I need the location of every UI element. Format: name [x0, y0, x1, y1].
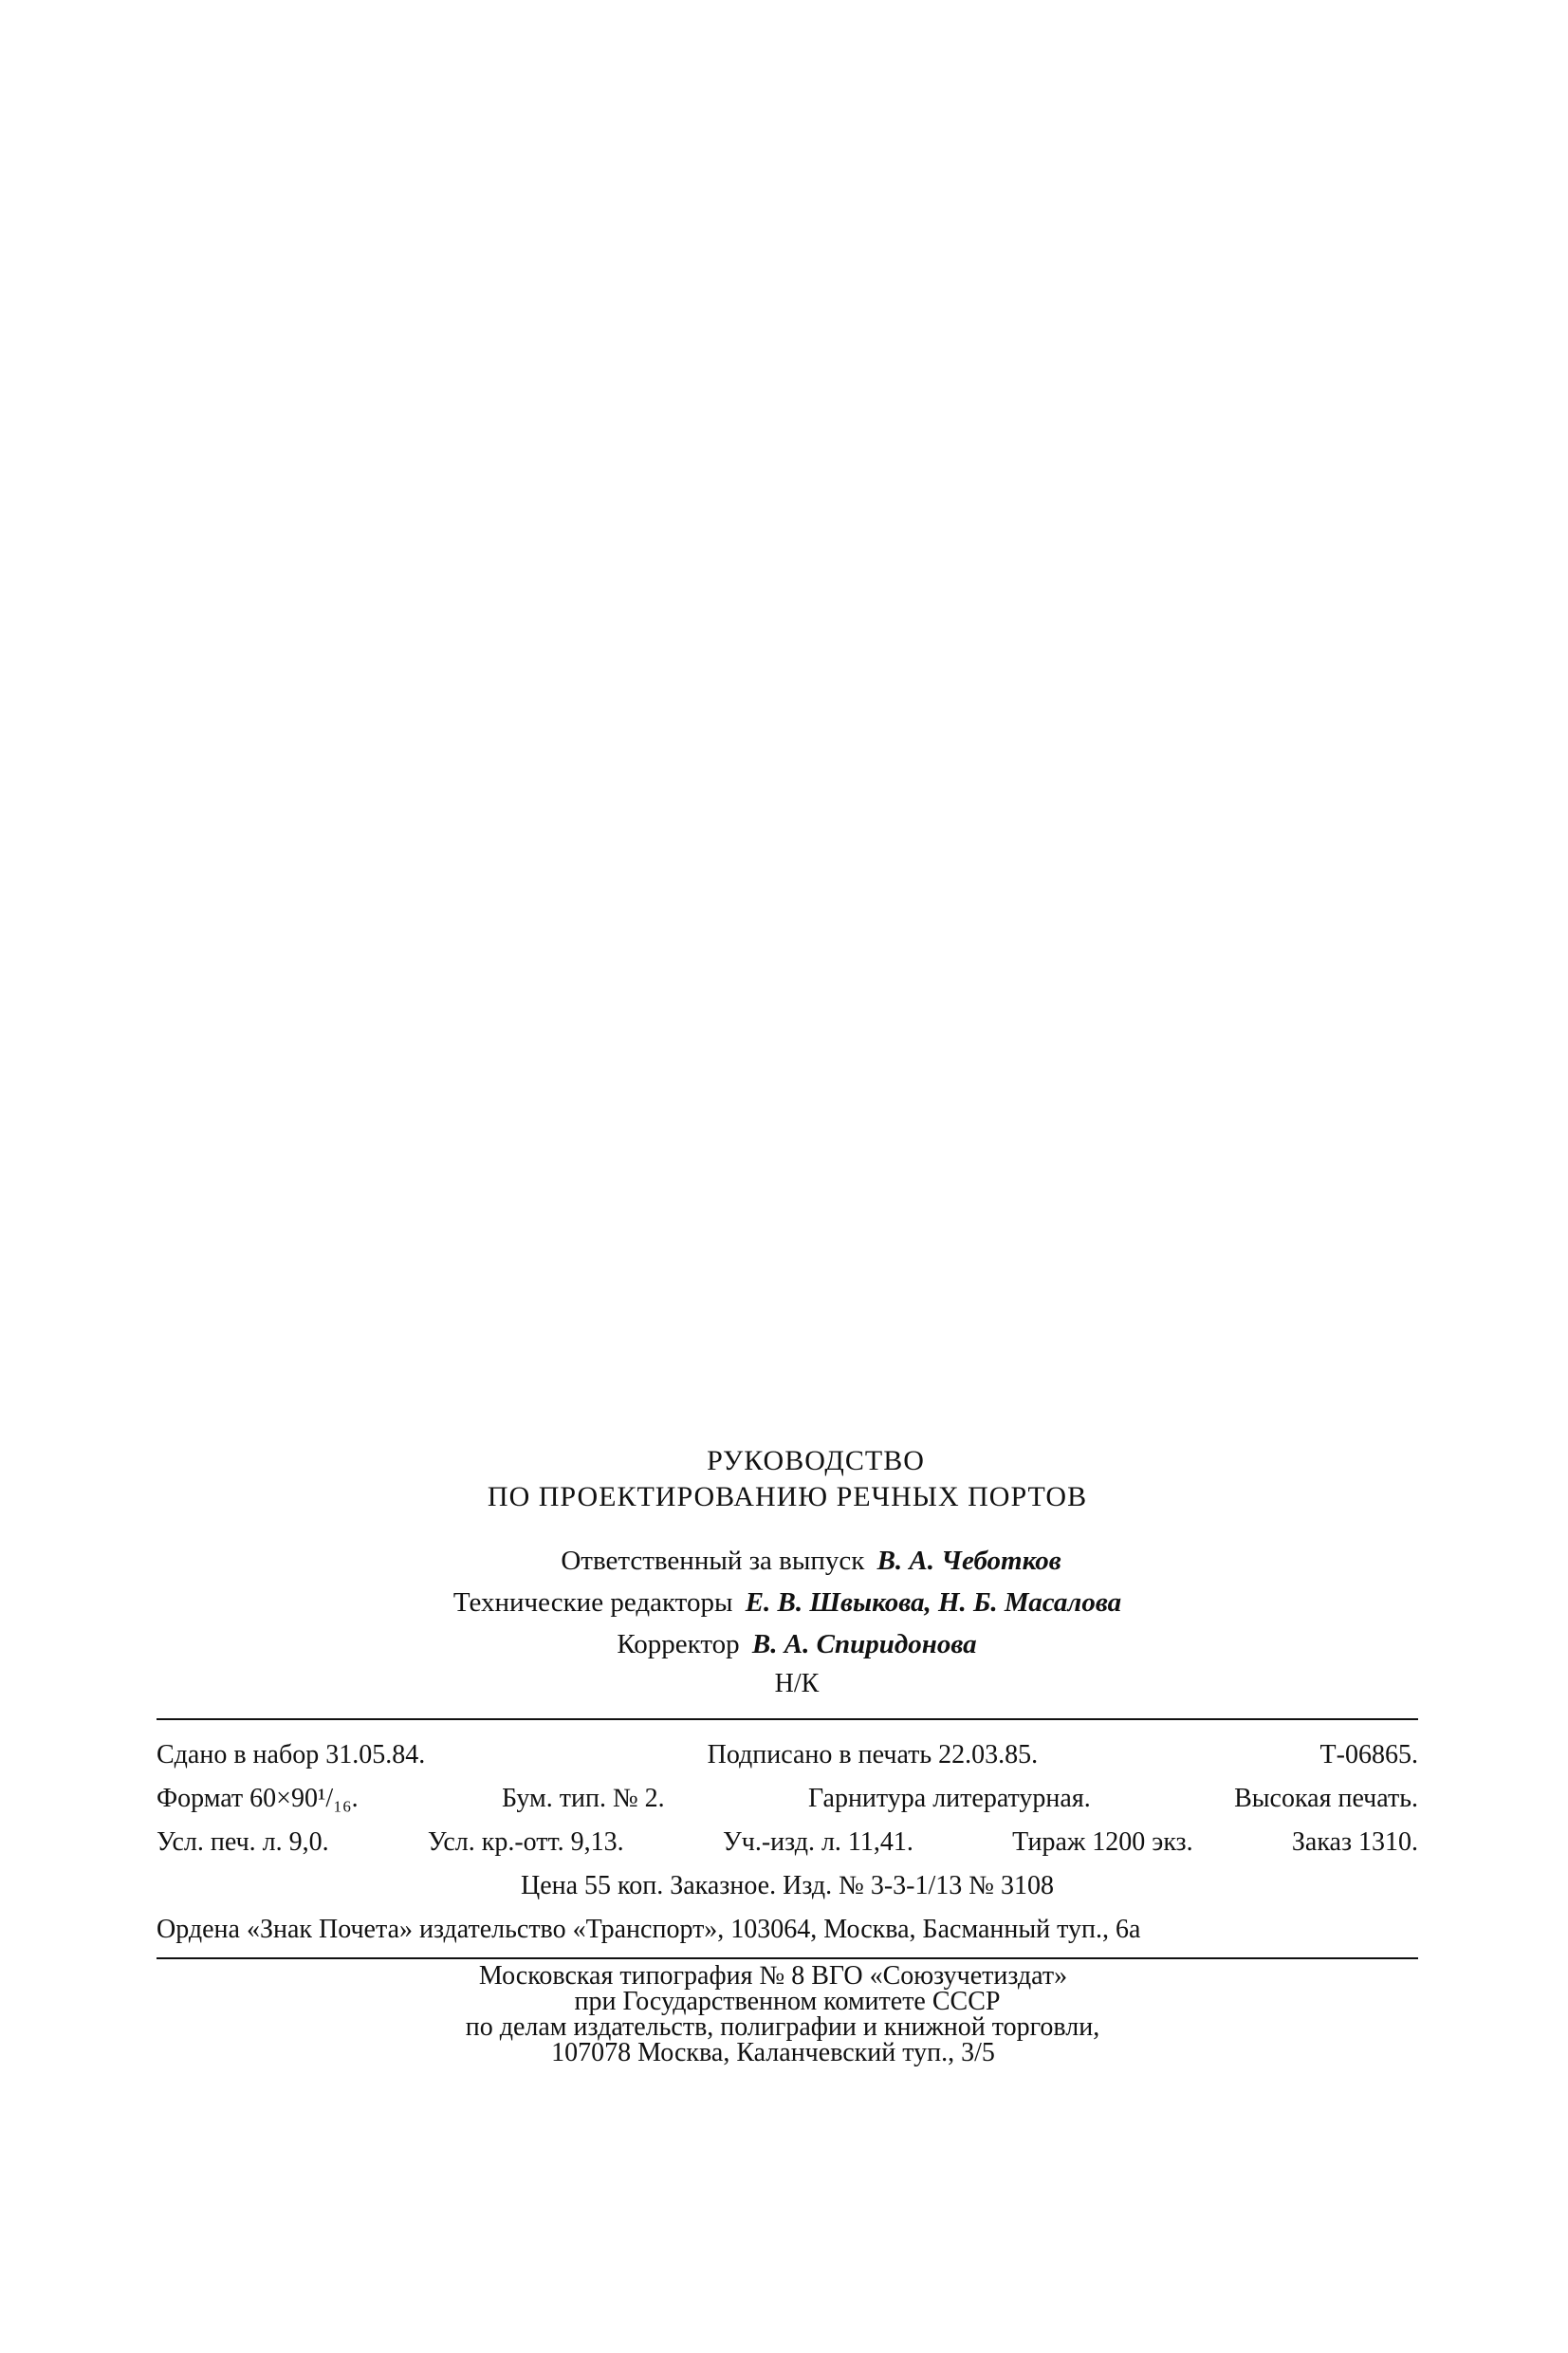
credit-role: Корректор: [617, 1629, 740, 1659]
nk-mark: Н/К: [774, 1669, 820, 1698]
imprint-price: Цена 55 коп. Заказное. Изд. № 3-3-1/13 № 3108: [521, 1871, 1054, 1900]
imprint-paper: Бум. тип. № 2.: [502, 1784, 665, 1813]
divider-top: [157, 1718, 1418, 1720]
imprint-pub-sheets: Уч.-изд. л. 11,41.: [722, 1827, 913, 1857]
credit-role: Ответственный за выпуск: [561, 1546, 865, 1576]
imprint-code: Т-06865.: [1319, 1740, 1418, 1769]
imprint-row-1: [157, 1733, 1418, 1777]
printer-line-4: 107078 Москва, Каланчевский туп., 3/5: [551, 2038, 995, 2067]
title-line-1: РУКОВОДСТВО: [707, 1445, 925, 1476]
divider-bottom: [157, 1957, 1418, 1959]
credit-proofreader: [175, 1623, 1418, 1665]
imprint-row-3: [157, 1821, 1418, 1864]
printer-line-3: по делам издательств, полиграфии и книжной торговли,: [465, 2012, 1100, 2042]
book-title: [157, 1443, 1418, 1515]
title-line-2: ПО ПРОЕКТИРОВАНИЮ РЕЧНЫХ ПОРТОВ: [487, 1481, 1088, 1512]
imprint-signed-date: Подписано в печать 22.03.85.: [707, 1740, 1039, 1769]
imprint-format: Формат 60×90¹/₁₆.: [157, 1784, 359, 1813]
credit-responsible: [204, 1540, 1418, 1582]
imprint-row-5: [157, 1908, 1418, 1952]
imprint-typeface: Гарнитура литературная.: [808, 1784, 1091, 1813]
printer-line-2: при Государственном комитете СССР: [574, 1987, 1001, 2016]
printer-line-1: Московская типография № 8 ВГО «Союзучетиздат»: [478, 1961, 1068, 1991]
imprint-print-run: Тираж 1200 экз.: [1012, 1827, 1193, 1857]
colophon: [157, 1443, 1418, 2066]
imprint-row-2: [157, 1777, 1418, 1821]
imprint-block: [157, 1733, 1418, 1952]
imprint-printing: Высокая печать.: [1234, 1784, 1418, 1813]
imprint-row-4: [157, 1864, 1418, 1908]
credit-names: В. А. Чеботков: [876, 1546, 1061, 1576]
imprint-color-sheets: Усл. кр.-отт. 9,13.: [427, 1827, 624, 1857]
credit-names: В. А. Спиридонова: [751, 1629, 977, 1659]
credit-names: Е. В. Швыкова, Н. Б. Масалова: [745, 1587, 1122, 1618]
imprint-publisher: Ордена «Знак Почета» издательство «Транспорт», 103064, Москва, Басманный туп., 6а: [157, 1915, 1141, 1944]
imprint-order: Заказ 1310.: [1291, 1827, 1418, 1857]
credit-role: Технические редакторы: [452, 1587, 733, 1618]
printer-info: [157, 1963, 1418, 2066]
imprint-typeset-date: Сдано в набор 31.05.84.: [157, 1740, 426, 1769]
credits: [157, 1540, 1418, 1665]
imprint-print-sheets: Усл. печ. л. 9,0.: [157, 1827, 329, 1857]
credit-tech-editors: [157, 1582, 1418, 1623]
